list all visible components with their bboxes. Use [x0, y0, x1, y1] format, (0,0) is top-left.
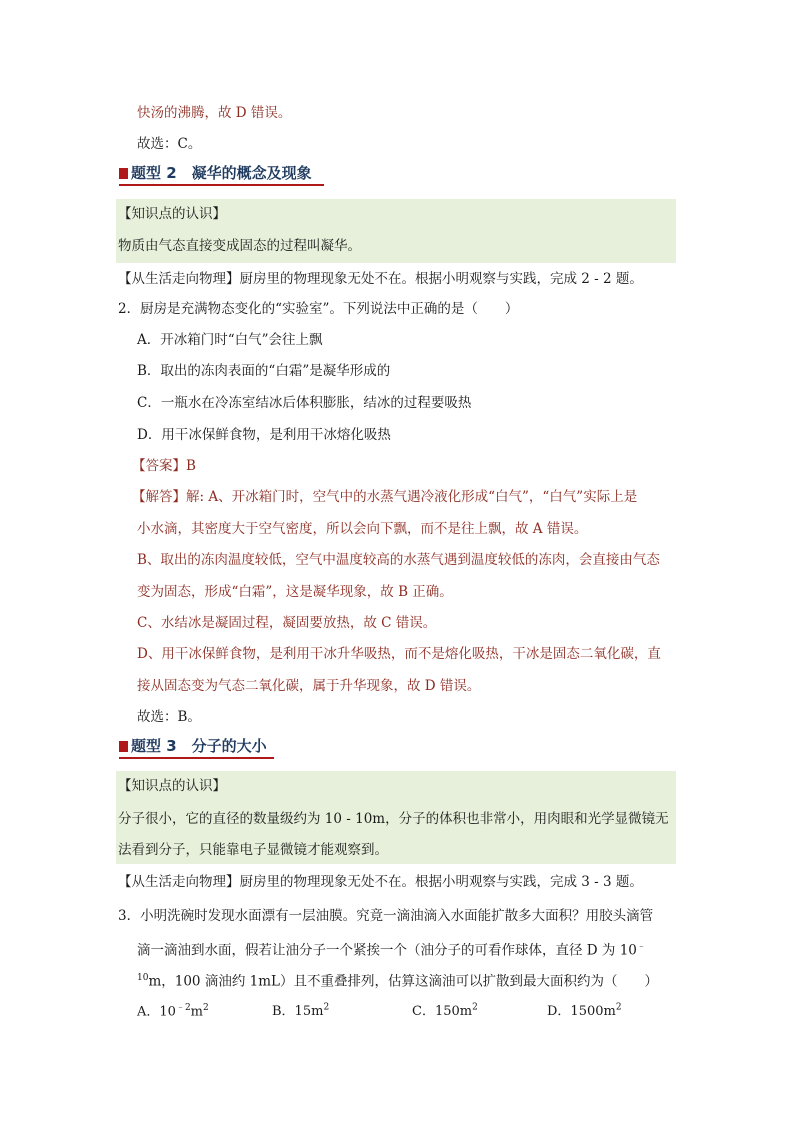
- section3-heading-text: 题型 3 分子的大小: [131, 737, 267, 755]
- prev-analysis-line: 快汤的沸腾，故 D 错误。: [137, 105, 292, 121]
- answer-value: B: [186, 458, 196, 474]
- analysis-label: 【解答】: [132, 489, 186, 505]
- question-3-option-b: [272, 1000, 329, 1019]
- question-3-line-2: [137, 938, 646, 960]
- section2-heading-text: 题型 2 凝华的概念及现象: [131, 164, 312, 182]
- question-2-option-b: B．取出的冻肉表面的“白霜”是凝华形成的: [137, 363, 391, 379]
- analysis-line-6: D、用干冰保鲜食物，是利用干冰升华吸热，而不是熔化吸热，干冰是固态二氧化碳，直: [137, 646, 661, 662]
- choose-line: 故选：B。: [137, 709, 201, 725]
- knowledge-text: 物质由气态直接变成固态的过程叫凝华。: [118, 238, 361, 254]
- question-3-option-c: [412, 1000, 478, 1019]
- section2-knowledge-box: [116, 199, 676, 263]
- knowledge-text-1: 分子很小，它的直径的数量级约为 10 - 10m，分子的体积也非常小，用肉眼和光学显微镜无: [118, 811, 669, 827]
- answer-label: 【答案】: [132, 458, 186, 474]
- prev-choose-line: 故选：C。: [137, 136, 202, 152]
- option-c-sup2: 2: [472, 1002, 478, 1013]
- option-a-sup1: ﹣2: [175, 1003, 191, 1013]
- section3-knowledge-box: [116, 771, 676, 864]
- question-3-line-1: 3．小明洗碗时发现水面漂有一层油膜。究竟一滴油滴入水面能扩散多大面积？用胶头滴管: [118, 908, 654, 924]
- heading-underline: [119, 757, 274, 759]
- question-2-option-c: C．一瓶水在冷冻室结冰后体积膨胀，结冰的过程要吸热: [137, 395, 472, 411]
- section2-heading: [119, 163, 312, 183]
- section-marker-icon: [119, 168, 128, 179]
- question-3-option-a: [137, 1000, 209, 1019]
- option-b-label: B．15m: [272, 1004, 324, 1019]
- analysis-line-1a: 解: A、开冰箱门时，空气中的水蒸气遇冷液化形成“白气”，: [186, 489, 543, 505]
- knowledge-text-2: 法看到分子，只能靠电子显微镜才能观察到。: [118, 842, 388, 858]
- section2-intro: 【从生活走向物理】厨房里的物理现象无处不在。根据小明观察与实践，完成 2 - 2 题。: [118, 271, 643, 287]
- question-3-line-3-text: m，100 滴油约 1mL）且不重叠排列，估算这滴油可以扩散到最大面积约为（ ）: [148, 973, 658, 990]
- option-a-label: A．10: [137, 1004, 176, 1020]
- analysis-line-5: C、水结冰是凝固过程，凝固要放热，故 C 错误。: [137, 615, 437, 631]
- analysis-line-1: [132, 488, 637, 506]
- analysis-line-3: B、取出的冻肉温度较低，空气中温度较高的水蒸气遇到温度较低的冻肉，会直接由气态: [137, 552, 660, 568]
- option-b-sup2: 2: [323, 1002, 330, 1013]
- question-2-option-d: D．用干冰保鲜食物，是利用干冰熔化吸热: [137, 427, 391, 443]
- option-a-sup2: 2: [203, 1003, 209, 1013]
- analysis-line-1b: “白气”实际上是: [542, 489, 638, 505]
- question-3-option-d: [547, 1000, 622, 1019]
- question-2-option-a: A．开冰箱门时“白气”会往上飘: [137, 332, 323, 348]
- option-d-sup2: 2: [615, 1002, 622, 1013]
- analysis-line-4: 变为固态，形成“白霜”，这是凝华现象，故 B 正确。: [137, 584, 453, 600]
- question-2-stem: 2．厨房是充满物态变化的“实验室”。下列说法中正确的是（ ）: [118, 301, 519, 317]
- answer-line: [132, 457, 196, 475]
- section3-intro: 【从生活走向物理】厨房里的物理现象无处不在。根据小明观察与实践，完成 3 - 3 题。: [118, 874, 643, 890]
- question-3-line-3: [137, 969, 658, 991]
- section3-heading: [119, 736, 267, 756]
- question-3-line-3-sup: 10: [137, 973, 149, 983]
- option-c-label: C．150m: [412, 1004, 473, 1019]
- option-a-mid: m: [190, 1004, 203, 1020]
- section-marker-icon: [119, 741, 128, 752]
- analysis-line-2: 小水滴，其密度大于空气密度，所以会向下飘，而不是往上飘，故 A 错误。: [137, 521, 588, 537]
- knowledge-title: 【知识点的认识】: [118, 206, 226, 222]
- analysis-line-7: 接从固态变为气态二氧化碳，属于升华现象，故 D 错误。: [137, 678, 481, 694]
- question-3-line-2-sup: ﹣: [636, 942, 646, 952]
- knowledge-title: 【知识点的认识】: [118, 778, 226, 794]
- heading-underline: [119, 184, 324, 186]
- option-d-label: D．1500m: [547, 1004, 616, 1019]
- question-3-line-2-text: 滴一滴油到水面，假若让油分子一个紧挨一个（油分子的可看作球体，直径 D 为 10: [137, 942, 637, 959]
